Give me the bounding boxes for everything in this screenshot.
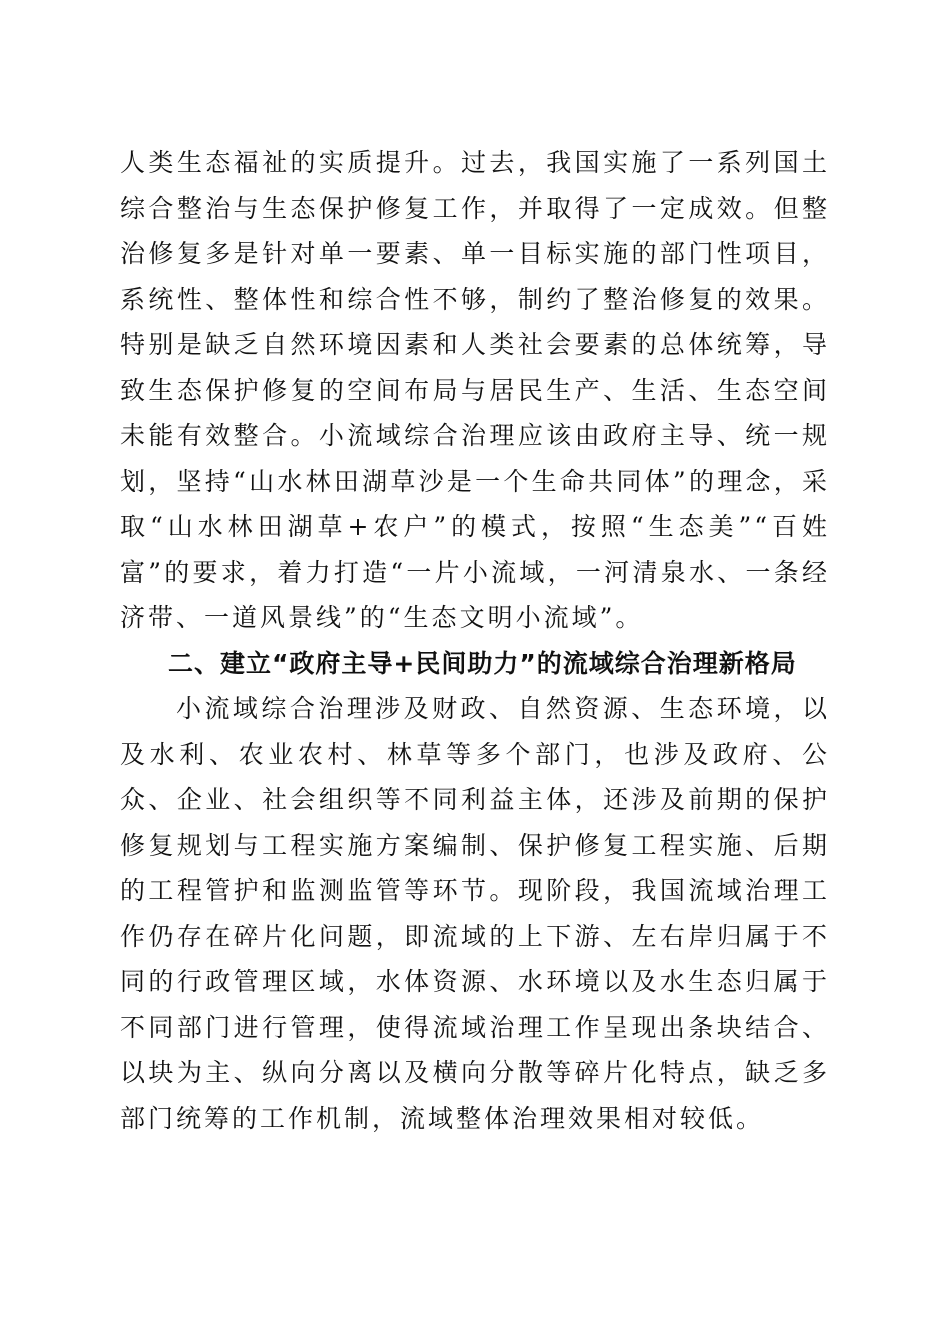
document-body	[120, 140, 830, 1141]
body-paragraph-2: 小流域综合治理涉及财政、自然资源、生态环境，以及水利、农业农村、林草等多个部门，也涉及政府、公众、企业、社会组织等不同利益主体，还涉及前期的保护修复规划与工程实施方案编制、保护修复工程实施、后期的工程管护和监测监管等环节。现阶段，我国流域治理工作仍存在碎片化问题，即流域的上下游、左右岸归属于不同的行政管理区域，水体资源、水环境以及水生态归属于不同部门进行管理，使得流域治理工作呈现出条块结合、以块为主、纵向分离以及横向分散等碎片化特点，缺乏多部门统筹的工作机制，流域整体治理效果相对较低。	[120, 694, 830, 1133]
body-paragraph-1: 人类生态福祉的实质提升。过去，我国实施了一系列国土综合整治与生态保护修复工作，并取得了一定成效。但整治修复多是针对单一要素、单一目标实施的部门性项目，系统性、整体性和综合性不够，制约了整治修复的效果。特别是缺乏自然环境因素和人类社会要素的总体统筹，导致生态保护修复的空间布局与居民生产、生活、生态空间未能有效整合。小流域综合治理应该由政府主导、统一规划，坚持“山水林田湖草沙是一个生命共同体”的理念，采取“山水林田湖草+农户”的模式，按照“生态美”“百姓富”的要求，着力打造“一片小流域，一河清泉水、一条经济带、一道风景线”的“生态文明小流域”。	[120, 148, 830, 632]
section-heading: 二、建立“政府主导+民间助力”的流域综合治理新格局	[168, 648, 797, 678]
